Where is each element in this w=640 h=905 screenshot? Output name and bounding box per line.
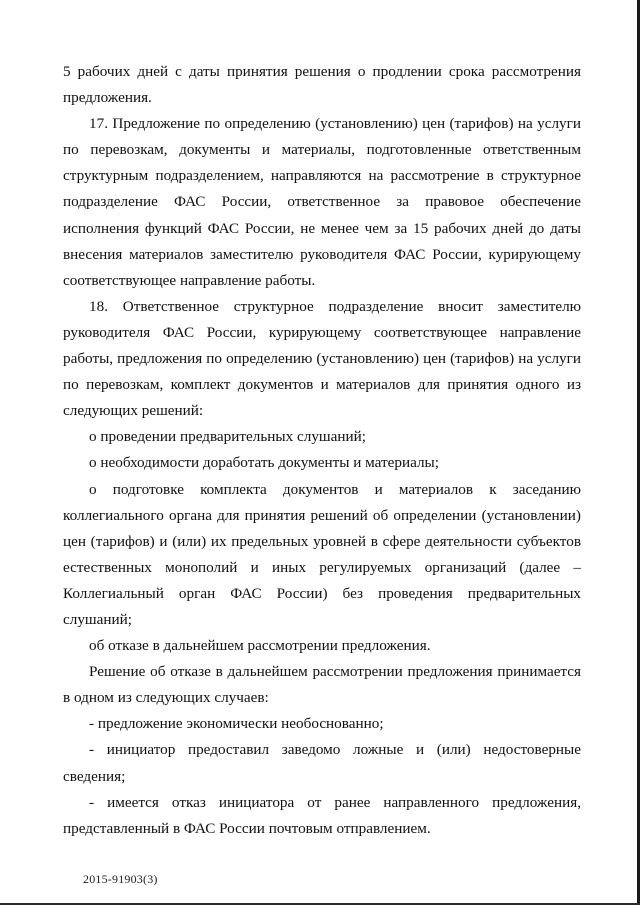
document-footer-code: 2015-91903(3) <box>83 872 158 886</box>
document-body <box>63 59 581 842</box>
refusal-case-unjustified: - предложение экономически необоснованно; <box>89 715 384 733</box>
refusal-case-withdrawn: - имеется отказ инициатора от ранее направленного предложения, представленный в ФАС России почтовым отправлением. <box>63 793 581 837</box>
paragraph-18: 18. Ответственное структурное подразделение вносит заместителю руководителя ФАС России, курирующему соответствующее направление работы, предложения по определению (установлению) цен (тарифов) на услуги по перевозкам, комплект документов и материалов для принятия одного из следующих решений: <box>63 297 581 420</box>
paragraph-continuation: 5 рабочих дней с даты принятия решения о продлении срока рассмотрения предложения. <box>63 63 581 107</box>
decision-option-hearings: о проведении предварительных слушаний; <box>89 428 366 446</box>
decision-option-revision: о необходимости доработать документы и материалы; <box>89 454 439 472</box>
paragraph-17: 17. Предложение по определению (установлению) цен (тарифов) на услуги по перевозкам, документы и материалы, подготовленные ответственным структурным подразделением, направляются на рассмотрение в структурное подразделение ФАС России, ответственное за правовое обеспечение исполнения функций ФАС России, не менее чем за 15 рабочих дней до даты внесения материалов заместителю руководителя ФАС России, курирующему соответствующее направление работы. <box>63 115 581 289</box>
decision-option-collegial-body: о подготовке комплекта документов и материалов к заседанию коллегиального органа для принятия решений об определении (установлении) цен (тарифов) и (или) их предельных уровней в сфере деятельности субъектов естественных монополий и иных регулируемых организаций (далее – Коллегиальный орган ФАС России) без проведения предварительных слушаний; <box>63 480 581 628</box>
refusal-cases-intro: Решение об отказе в дальнейшем рассмотрении предложения принимается в одном из следующих случаев: <box>63 663 581 707</box>
decision-option-refusal: об отказе в дальнейшем рассмотрении предложения. <box>89 637 431 655</box>
refusal-case-false-data: - инициатор предоставил заведомо ложные и (или) недостоверные сведения; <box>63 741 581 785</box>
